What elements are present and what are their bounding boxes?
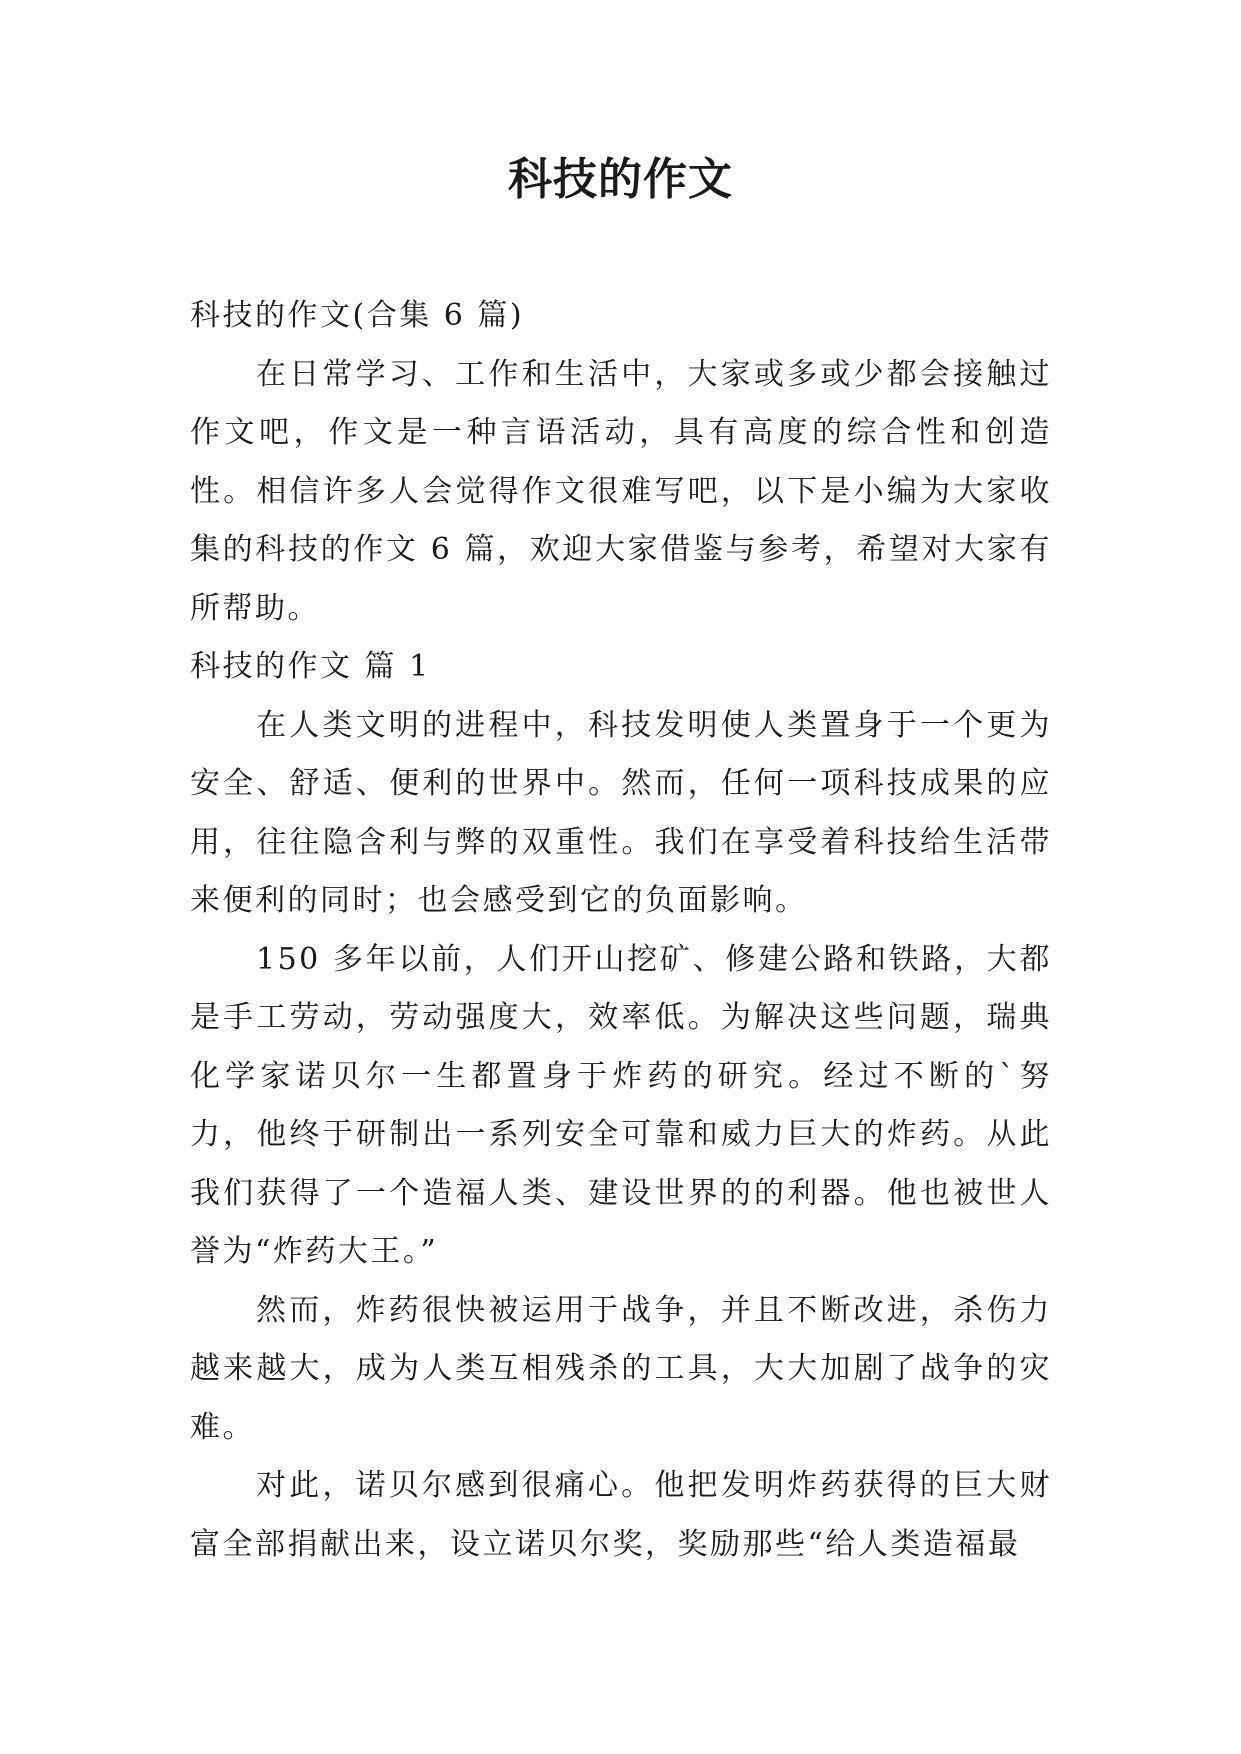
document-title: 科技的作文 xyxy=(508,154,733,205)
document-body xyxy=(190,287,1052,1574)
body-paragraph: 然而，炸药很快被运用于战争，并且不断改进，杀伤力越来越大，成为人类互相残杀的工具，大大加剧了战争的灾难。 xyxy=(190,1292,1052,1445)
section-heading: 科技的作文 篇 1 xyxy=(190,649,431,684)
collection-subtitle: 科技的作文(合集 6 篇) xyxy=(190,298,525,333)
intro-paragraph: 在日常学习、工作和生活中，大家或多或少都会接触过作文吧，作文是一种言语活动，具有高度的综合性和创造性。相信许多人会觉得作文很难写吧，以下是小编为大家收集的科技的作文 6 篇，欢迎大家借鉴与参考，希望对大家有所帮助。 xyxy=(190,356,1052,626)
body-paragraph: 在人类文明的进程中，科技发明使人类置身于一个更为安全、舒适、便利的世界中。然而，任何一项科技成果的应用，往往隐含利与弊的双重性。我们在享受着科技给生活带来便利的同时；也会感受到它的负面影响。 xyxy=(190,707,1052,918)
body-paragraph: 对此，诺贝尔感到很痛心。他把发明炸药获得的巨大财富全部捐献出来，设立诺贝尔奖，奖励那些“给人类造福最 xyxy=(190,1468,1052,1562)
body-paragraph: 150 多年以前，人们开山挖矿、修建公路和铁路，大都是手工劳动，劳动强度大，效率低。为解决这些问题，瑞典化学家诺贝尔一生都置身于炸药的研究。经过不断的`努力，他终于研制出一系列安全可靠和威力巨大的炸药。从此我们获得了一个造福人类、建设世界的的利器。他也被世人誉为“炸药大王。” xyxy=(190,941,1052,1269)
